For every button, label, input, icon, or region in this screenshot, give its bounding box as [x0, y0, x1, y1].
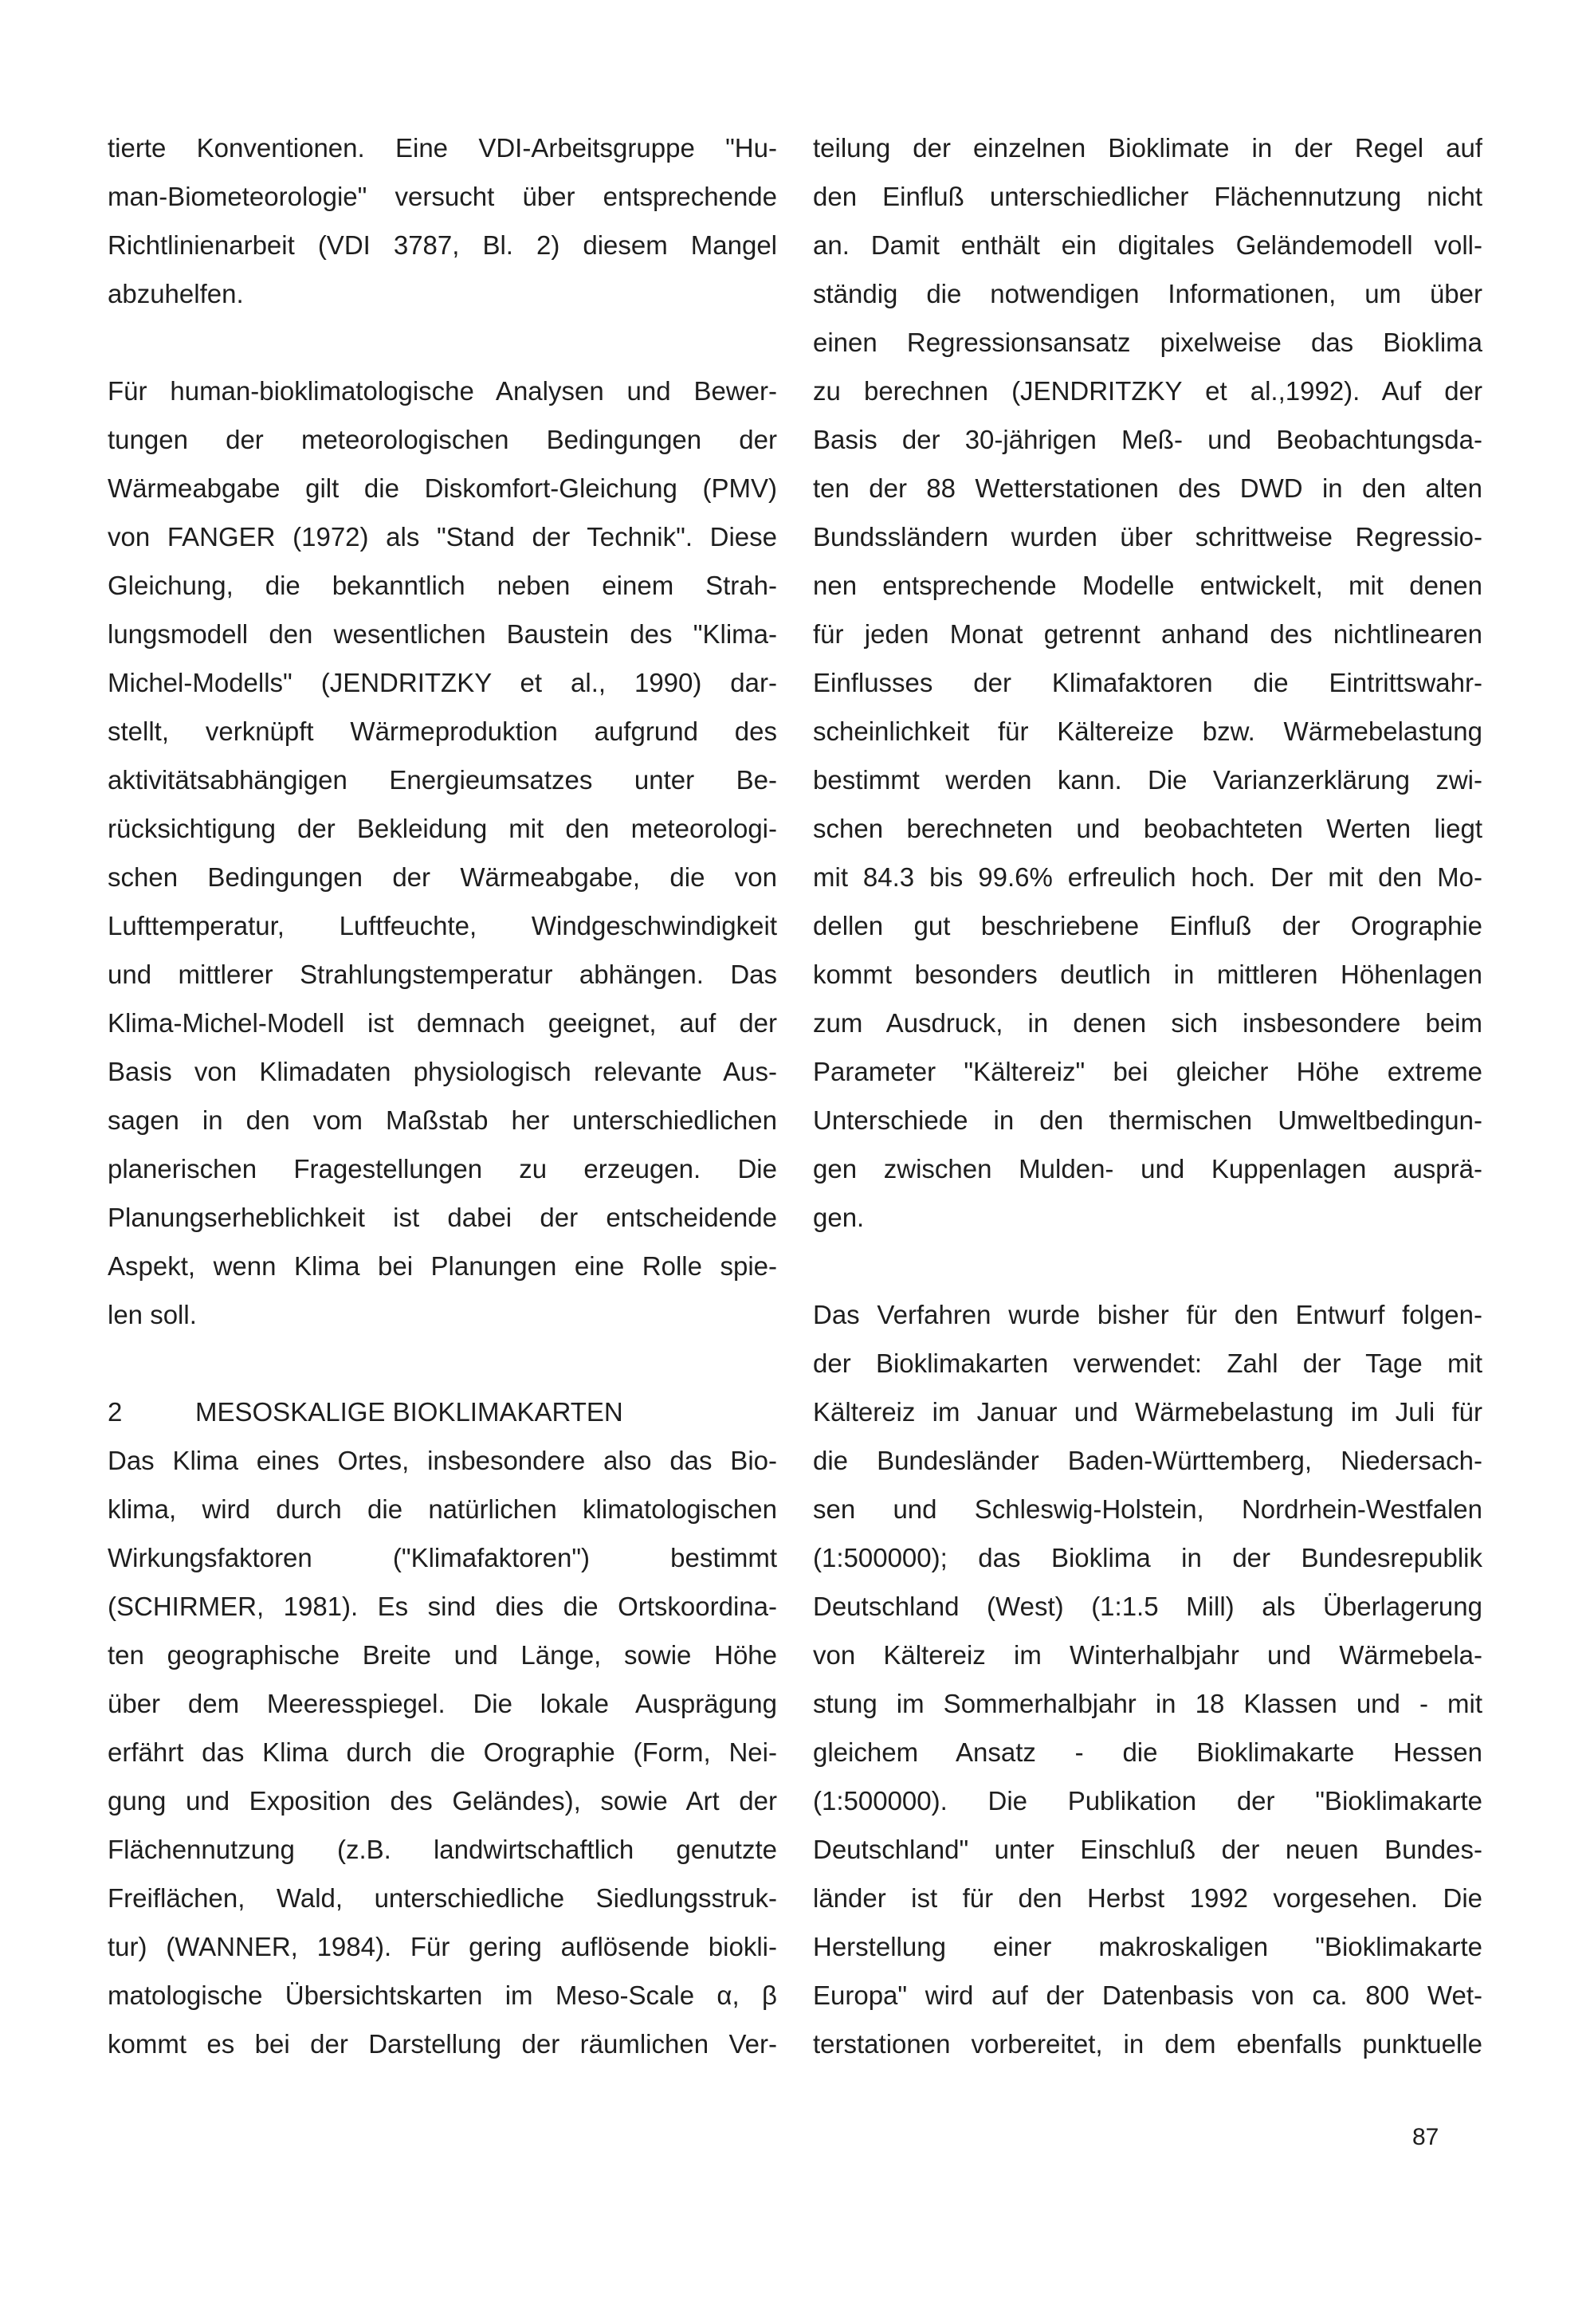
text-line: die Bundesländer Baden-Württemberg, Niedersach- [813, 1446, 1482, 1475]
text-line: tungen der meteorologischen Bedingungen der [108, 425, 777, 454]
paragraph-gap [813, 1242, 1482, 1290]
text-line: man-Biometeorologie" versucht über entsprechende [108, 182, 777, 211]
text-line: ten geographische Breite und Länge, sowie Höhe [108, 1640, 777, 1670]
text-line: Deutschland (West) (1:1.5 Mill) als Überlagerung [813, 1592, 1482, 1621]
paragraph-gap [108, 1339, 777, 1388]
paragraph [108, 1436, 777, 2068]
text-line: ständig die notwendigen Informationen, um über [813, 279, 1482, 308]
text-line: von Kältereiz im Winterhalbjahr und Wärmebela- [813, 1640, 1482, 1670]
text-line: schen Bedingungen der Wärmeabgabe, die von [108, 862, 777, 892]
text-line: kommt besonders deutlich in mittleren Höhenlagen [813, 960, 1482, 989]
text-line: Das Verfahren wurde bisher für den Entwurf folgen- [813, 1300, 1482, 1329]
section-heading [108, 1388, 777, 1436]
text-line: Einflusses der Klimafaktoren die Eintrittswahr- [813, 668, 1482, 697]
text-line: tierte Konventionen. Eine VDI-Arbeitsgruppe "Hu- [108, 133, 777, 163]
text-line: den Einfluß unterschiedlicher Flächennutzung nicht [813, 182, 1482, 211]
text-line: Bundssländern wurden über schrittweise Regressio- [813, 522, 1482, 552]
text-line: Wirkungsfaktoren ("Klimafaktoren") bestimmt [108, 1543, 777, 1572]
text-line: stung im Sommerhalbjahr in 18 Klassen und - mit [813, 1689, 1482, 1718]
paragraph [813, 124, 1482, 1242]
section-number: 2 [108, 1397, 123, 1427]
text-line: (SCHIRMER, 1981). Es sind dies die Ortskoordina- [108, 1592, 777, 1621]
text-line: Für human-bioklimatologische Analysen und Bewer- [108, 376, 777, 406]
text-line: und mittlerer Strahlungstemperatur abhängen. Das [108, 960, 777, 989]
text-line: tur) (WANNER, 1984). Für gering auflösende biokli- [108, 1932, 777, 1961]
text-line: Kältereiz im Januar und Wärmebelastung im Juli für [813, 1397, 1482, 1427]
text-line: erfährt das Klima durch die Orographie (Form, Nei- [108, 1737, 777, 1767]
text-line: Klima-Michel-Modell ist demnach geeignet, auf der [108, 1008, 777, 1038]
text-line: stellt, verknüpft Wärmeproduktion aufgrund des [108, 716, 777, 746]
text-line: gung und Exposition des Geländes), sowie Art der [108, 1786, 777, 1816]
left-column [108, 124, 777, 2068]
text-line: einen Regressionsansatz pixelweise das Bioklima [813, 328, 1482, 357]
text-line: Das Klima eines Ortes, insbesondere also das Bio- [108, 1446, 777, 1475]
text-line: dellen gut beschriebene Einfluß der Orographie [813, 911, 1482, 940]
text-line: kommt es bei der Darstellung der räumlichen Ver- [108, 2029, 777, 2059]
text-line: schen berechneten und beobachteten Werten liegt [813, 814, 1482, 843]
text-line: zum Ausdruck, in denen sich insbesondere beim [813, 1008, 1482, 1038]
text-line: aktivitätsabhängigen Energieumsatzes unter Be- [108, 765, 777, 795]
text-line: Europa" wird auf der Datenbasis von ca. 800 Wet- [813, 1981, 1482, 2010]
text-line: für jeden Monat getrennt anhand des nichtlinearen [813, 619, 1482, 649]
text-line: zu berechnen (JENDRITZKY et al.,1992). Auf der [813, 376, 1482, 406]
text-line: len soll. [108, 1300, 197, 1329]
right-column [813, 124, 1482, 2068]
text-line: Michel-Modells" (JENDRITZKY et al., 1990) dar- [108, 668, 777, 697]
text-line: Basis der 30-jährigen Meß- und Beobachtungsda- [813, 425, 1482, 454]
text-line: Lufttemperatur, Luftfeuchte, Windgeschwindigkeit [108, 911, 777, 940]
text-line: nen entsprechende Modelle entwickelt, mit denen [813, 571, 1482, 600]
text-line: gen. [813, 1203, 865, 1232]
text-line: (1:500000); das Bioklima in der Bundesrepublik [813, 1543, 1482, 1572]
text-line: matologische Übersichtskarten im Meso-Scale α, β [108, 1981, 777, 2010]
text-line: lungsmodell den wesentlichen Baustein des "Klima- [108, 619, 777, 649]
text-line: klima, wird durch die natürlichen klimatologischen [108, 1494, 777, 1524]
text-line: Unterschiede in den thermischen Umweltbedingun- [813, 1105, 1482, 1135]
paragraph [108, 367, 777, 1339]
text-line: mit 84.3 bis 99.6% erfreulich hoch. Der mit den Mo- [813, 862, 1482, 892]
text-line: scheinlichkeit für Kältereize bzw. Wärmebelastung [813, 716, 1482, 746]
text-line: Deutschland" unter Einschluß der neuen Bundes- [813, 1835, 1482, 1864]
text-line: ten der 88 Wetterstationen des DWD in den alten [813, 473, 1482, 503]
text-line: bestimmt werden kann. Die Varianzerklärung zwi- [813, 765, 1482, 795]
text-line: sen und Schleswig-Holstein, Nordrhein-Westfalen [813, 1494, 1482, 1524]
paragraph [108, 124, 777, 318]
text-line: an. Damit enthält ein digitales Geländemodell voll- [813, 230, 1482, 260]
text-line: Parameter "Kältereiz" bei gleicher Höhe extreme [813, 1057, 1482, 1086]
text-line: von FANGER (1972) als "Stand der Technik". Diese [108, 522, 777, 552]
text-line: Wärmeabgabe gilt die Diskomfort-Gleichung (PMV) [108, 473, 777, 503]
text-line: Freiflächen, Wald, unterschiedliche Siedlungsstruk- [108, 1883, 777, 1913]
text-line: Gleichung, die bekanntlich neben einem Strah- [108, 571, 777, 600]
text-line: planerischen Fragestellungen zu erzeugen. Die [108, 1154, 777, 1184]
text-line: teilung der einzelnen Bioklimate in der Regel auf [813, 133, 1482, 163]
text-line: der Bioklimakarten verwendet: Zahl der Tage mit [813, 1348, 1482, 1378]
text-line: Basis von Klimadaten physiologisch relevante Aus- [108, 1057, 777, 1086]
text-line: Richtlinienarbeit (VDI 3787, Bl. 2) diesem Mangel [108, 230, 777, 260]
text-line: terstationen vorbereitet, in dem ebenfalls punktuelle [813, 2029, 1482, 2059]
paragraph-gap [108, 318, 777, 367]
text-line: rücksichtigung der Bekleidung mit den meteorologi- [108, 814, 777, 843]
text-line: länder ist für den Herbst 1992 vorgesehen. Die [813, 1883, 1482, 1913]
text-line: Planungserheblichkeit ist dabei der entscheidende [108, 1203, 777, 1232]
page-number: 87 [1412, 2124, 1439, 2150]
text-line: über dem Meeresspiegel. Die lokale Ausprägung [108, 1689, 777, 1718]
text-line: gleichem Ansatz - die Bioklimakarte Hessen [813, 1737, 1482, 1767]
text-line: Flächennutzung (z.B. landwirtschaftlich genutzte [108, 1835, 777, 1864]
text-line: gen zwischen Mulden- und Kuppenlagen ausprä- [813, 1154, 1482, 1184]
text-line: Aspekt, wenn Klima bei Planungen eine Rolle spie- [108, 1251, 777, 1281]
text-line: abzuhelfen. [108, 279, 244, 308]
paragraph [813, 1290, 1482, 2068]
section-title: MESOSKALIGE BIOKLIMAKARTEN [195, 1397, 623, 1427]
text-line: (1:500000). Die Publikation der "Bioklimakarte [813, 1786, 1482, 1816]
text-line: sagen in den vom Maßstab her unterschiedlichen [108, 1105, 777, 1135]
text-line: Herstellung einer makroskaligen "Bioklimakarte [813, 1932, 1482, 1961]
